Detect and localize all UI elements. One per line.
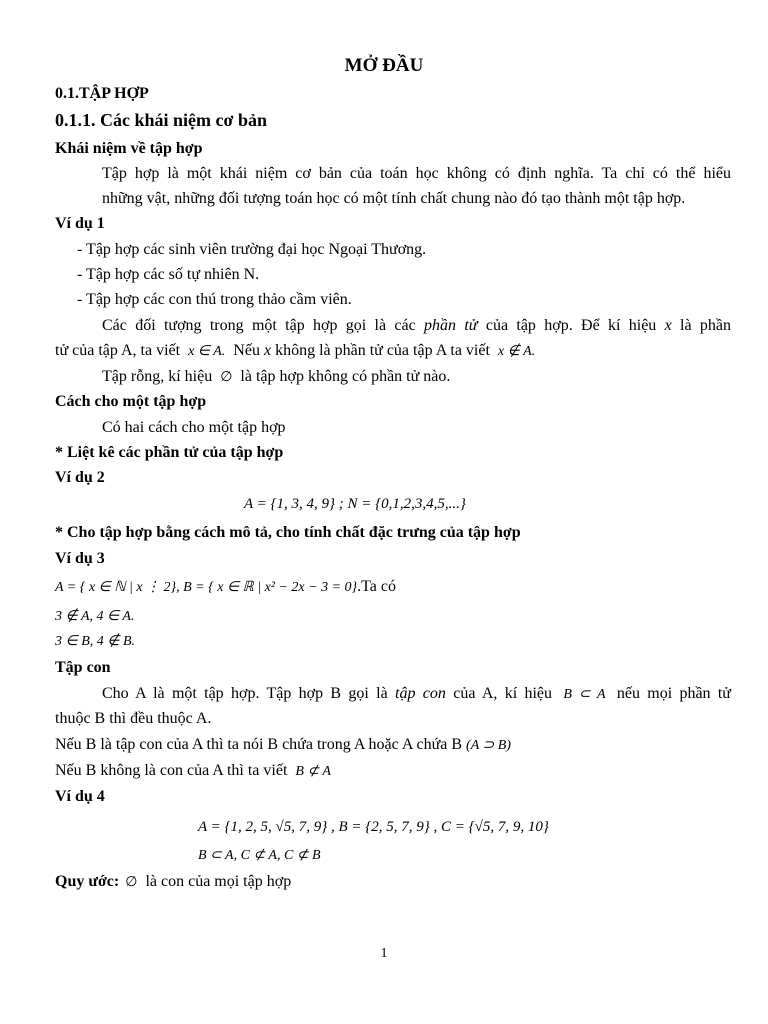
list-item: - Tập hợp các số tự nhiên N. xyxy=(77,266,260,283)
element-paragraph-line1: Các đối tượng trong một tập hợp gọi là các phần tử của tập hợp. Để kí hiệu x là phần xyxy=(102,317,731,334)
element-paragraph-line2: tử của tập A, ta viết x ∈ A. Nếu x không là phần tử của tập A ta viết x ∉ A. xyxy=(55,341,539,362)
example1-heading: Ví dụ 1 xyxy=(55,215,105,232)
math-formula: A = {1, 3, 4, 9} ; N = {0,1,2,3,4,5,...} xyxy=(244,496,466,512)
howto-text: Có hai cách cho một tập hợp xyxy=(102,419,286,436)
page-title: MỞ ĐẦU xyxy=(344,55,424,76)
math-formula: (A ⊃ B) xyxy=(466,738,511,753)
concept-paragraph-line1: Tập hợp là một khái niệm cơ bản của toán học không có định nghĩa. Ta chỉ có thể hiểu xyxy=(102,165,731,182)
subsection-heading: 0.1.1. Các khái niệm cơ bản xyxy=(55,110,267,130)
section-heading: 0.1.TẬP HỢP xyxy=(55,85,149,102)
subset-heading: Tập con xyxy=(55,659,111,676)
empty-set-symbol: ∅ xyxy=(220,370,233,385)
math-formula: 3 ∉ A, 4 ∈ A. xyxy=(55,609,135,624)
convention-label: Quy ước: xyxy=(55,873,120,890)
concept-paragraph-line2: những vật, những đối tượng toán học có một tính chất chung nào đó tạo thành một tập hợp. xyxy=(102,190,686,207)
list-method-heading: * Liệt kê các phần tử của tập hợp xyxy=(55,444,284,461)
emphasis-term: phần tử xyxy=(424,317,478,334)
subset-paragraph-line1: Cho A là một tập hợp. Tập hợp B gọi là tập con của A, kí hiệu B ⊂ A nếu mọi phần tử xyxy=(102,685,731,702)
math-formula: A = {1, 2, 5, √5, 7, 9} , B = {2, 5, 7, 9} , C = {√5, 7, 9, 10} xyxy=(198,819,549,835)
math-formula: B ⊂ A xyxy=(563,687,606,702)
convention-line: Quy ước: ∅ là con của mọi tập hợp xyxy=(55,873,292,890)
math-formula: B ⊂ A, C ⊄ A, C ⊄ B xyxy=(198,848,321,863)
example3-heading: Ví dụ 3 xyxy=(55,550,105,567)
emphasis-term: tập con xyxy=(395,685,446,702)
not-subset-paragraph: Nếu B không là con của A thì ta viết B ⊄ A xyxy=(55,762,331,779)
list-item: - Tập hợp các sinh viên trường đại học Ngoại Thương. xyxy=(77,241,427,258)
math-formula: B ⊄ A xyxy=(295,764,331,779)
example3-formula-line: A = { x ∈ ℕ | x ⋮ 2}, B = { x ∈ ℝ | x² − 2x − 3 = 0}.Ta có xyxy=(55,578,396,595)
describe-method-heading: * Cho tập hợp bằng cách mô tả, cho tính chất đặc trưng của tập hợp xyxy=(55,524,521,541)
math-formula: x ∈ A. xyxy=(188,344,226,359)
list-item: - Tập hợp các con thú trong thảo cầm viên. xyxy=(77,291,352,308)
example2-heading: Ví dụ 2 xyxy=(55,469,105,486)
concept-heading: Khái niệm về tập hợp xyxy=(55,140,203,157)
empty-set-paragraph: Tập rỗng, kí hiệu ∅ là tập hợp không có phần tử nào. xyxy=(102,368,451,385)
empty-set-symbol: ∅ xyxy=(125,875,138,890)
math-formula: A = { x ∈ ℕ | x ⋮ 2}, B = { x ∈ ℝ | x² − 2x − 3 = 0} xyxy=(55,580,358,595)
howto-heading: Cách cho một tập hợp xyxy=(55,393,207,410)
contain-paragraph: Nếu B là tập con của A thì ta nói B chứa trong A hoặc A chứa B (A ⊃ B) xyxy=(55,736,511,753)
math-formula: x ∉ A. xyxy=(497,344,536,359)
page-number: 1 xyxy=(380,946,388,961)
example4-heading: Ví dụ 4 xyxy=(55,788,105,805)
subset-paragraph-line2: thuộc B thì đều thuộc A. xyxy=(55,710,212,727)
math-formula: 3 ∈ B, 4 ∉ B. xyxy=(55,634,135,649)
